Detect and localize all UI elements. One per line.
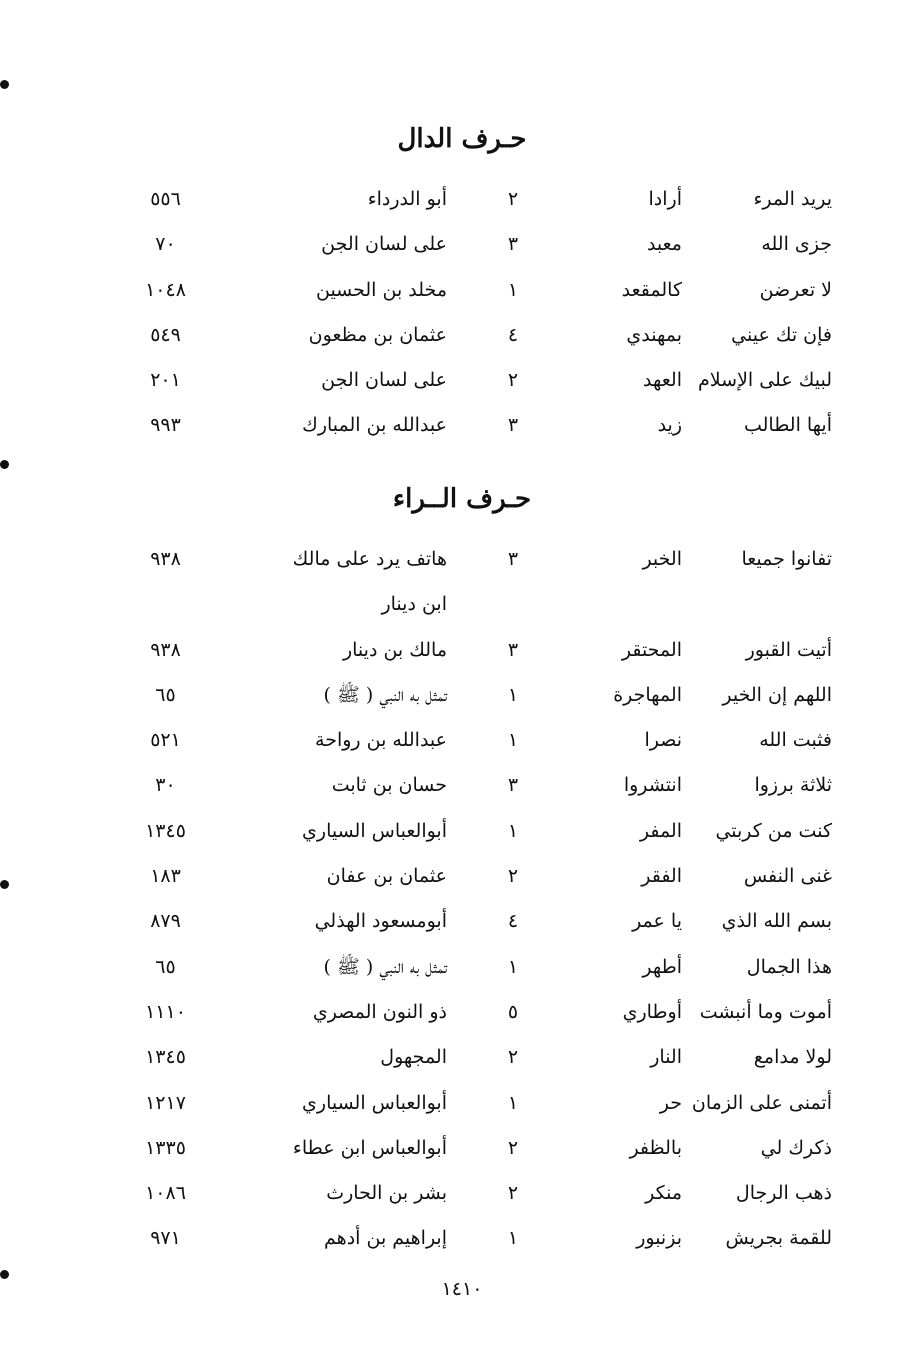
verse-count: ٣ [507, 233, 519, 256]
index-row [0, 406, 924, 451]
verse-first-words: يريد المرء [753, 188, 832, 210]
verse-first-words: ذهب الرجال [735, 1182, 832, 1205]
verse-first-words: غنى النفس [743, 865, 832, 888]
index-row [0, 993, 924, 1038]
verse-count: ٣ [507, 548, 519, 570]
index-row [0, 676, 924, 721]
verse-rhyme: العهد [643, 369, 682, 392]
verse-rhyme: يا عمر [632, 910, 682, 933]
page-reference: ٧٠ [155, 233, 176, 256]
poet-name: المجهول [380, 1046, 447, 1069]
verse-count: ٤ [507, 910, 519, 933]
verse-first-words: لا تعرضن [759, 278, 832, 301]
verse-count: ٢ [507, 188, 519, 210]
poet-name: عثمان بن عفان [326, 865, 447, 888]
page-reference: ٩٣٨ [150, 638, 181, 661]
verse-rhyme: الفقر [641, 865, 682, 888]
page-reference: ١٠٨٦ [145, 1182, 186, 1205]
index-row [0, 1174, 924, 1219]
page-reference: ٩٣٨ [150, 548, 181, 570]
page-reference: ٣٠ [155, 774, 176, 797]
scan-edge-mark [0, 80, 9, 89]
index-row [0, 1084, 924, 1129]
verse-count: ٢ [507, 865, 519, 888]
page-reference: ٥٤٩ [150, 323, 181, 346]
page-reference: ٨٧٩ [150, 910, 181, 933]
poet-name: مالك بن دينار [342, 638, 447, 661]
index-row [0, 180, 924, 225]
verse-rhyme: كالمقعد [621, 278, 682, 301]
verse-first-words: أتمنى على الزمان [691, 1091, 832, 1114]
verse-count: ٣ [507, 414, 519, 437]
verse-first-words: أتيت القبور [745, 638, 832, 661]
verse-first-words: لولا مدامع [753, 1046, 832, 1069]
poet-name: ذو النون المصري [312, 1000, 447, 1023]
verse-count: ١ [507, 955, 519, 978]
index-row [0, 812, 924, 857]
verse-count: ١ [507, 1227, 519, 1250]
page-reference: ٥٢١ [150, 729, 181, 752]
verse-rhyme: منكر [645, 1182, 682, 1205]
page-reference: ١٢١٧ [145, 1091, 186, 1114]
verse-count: ١ [507, 278, 519, 301]
verse-rhyme: المفر [639, 819, 682, 842]
page-reference: ٦٥ [155, 683, 176, 706]
verse-first-words: فإن تك عيني [731, 323, 832, 346]
verse-count: ١ [507, 819, 519, 842]
verse-count: ٥ [507, 1000, 519, 1023]
poet-name: على لسان الجن [321, 369, 447, 392]
index-row [0, 316, 924, 361]
index-row [0, 902, 924, 947]
verse-first-words: تفانوا جميعا [741, 548, 832, 570]
verse-rhyme: بزنبور [636, 1227, 682, 1250]
poet-name: عثمان بن مظعون [308, 323, 447, 346]
index-row [0, 540, 924, 585]
poet-name: بشر بن الحارث [326, 1182, 447, 1205]
verse-rhyme: نصرا [644, 729, 682, 752]
verse-first-words: هذا الجمال [746, 955, 832, 978]
poet-name: إبراهيم بن أدهم [324, 1227, 447, 1250]
poet-name: ابن دينار [381, 593, 447, 616]
verse-first-words: ذكرك لي [760, 1136, 832, 1159]
index-row [0, 585, 924, 630]
index-row [0, 948, 924, 993]
verse-first-words: كنت من كربتي [715, 819, 832, 842]
page-reference: ٩٧١ [150, 1227, 181, 1250]
verse-count: ٢ [507, 369, 519, 392]
verse-first-words: للقمة بجريش [725, 1227, 832, 1250]
verse-rhyme: بمهندي [626, 323, 682, 346]
verse-count: ١ [507, 729, 519, 752]
verse-rhyme: أطهر [642, 955, 682, 978]
poet-name: هاتف يرد على مالك [292, 548, 447, 570]
verse-rhyme: أرادا [648, 188, 682, 210]
poet-name: حسان بن ثابت [331, 774, 447, 797]
poet-name: أبومسعود الهذلي [314, 910, 447, 933]
poet-name: تمثل به النبي ( ﷺ ) [323, 683, 447, 706]
poet-name: عبدالله بن رواحة [315, 729, 447, 752]
verse-rhyme: معبد [646, 233, 682, 256]
verse-count: ٤ [507, 323, 519, 346]
verse-rhyme: أوطاري [622, 1000, 682, 1023]
section-title-ra: حـرف الــراء [392, 484, 532, 514]
index-row [0, 631, 924, 676]
index-row [0, 1038, 924, 1083]
index-row [0, 361, 924, 406]
verse-rhyme: الخبر [642, 548, 682, 570]
verse-first-words: بسم الله الذي [721, 910, 832, 933]
verse-count: ٣ [507, 774, 519, 797]
index-row [0, 225, 924, 270]
verse-count: ١ [507, 1091, 519, 1114]
verse-count: ٢ [507, 1046, 519, 1069]
verse-rhyme: بالظفر [629, 1136, 682, 1159]
verse-first-words: جزى الله [761, 233, 832, 256]
poet-name: أبوالعباس السياري [302, 819, 447, 842]
verse-count: ٣ [507, 638, 519, 661]
verse-rhyme: النار [650, 1046, 682, 1069]
verse-first-words: أيها الطالب [743, 414, 832, 437]
index-row [0, 1129, 924, 1174]
verse-rhyme: المحتقر [621, 638, 682, 661]
poet-name: مخلد بن الحسين [315, 278, 447, 301]
index-row [0, 766, 924, 811]
verse-count: ٢ [507, 1136, 519, 1159]
verse-first-words: اللهم إن الخير [722, 683, 832, 706]
scan-edge-mark [0, 460, 9, 469]
section-rows-ra [0, 540, 924, 1265]
verse-count: ١ [507, 683, 519, 706]
verse-rhyme: حر [659, 1091, 682, 1114]
poet-name: على لسان الجن [321, 233, 447, 256]
page-reference: ٦٥ [155, 955, 176, 978]
page-reference: ١٣٤٥ [145, 1046, 186, 1069]
poet-name: أبوالعباس ابن عطاء [292, 1136, 447, 1159]
verse-first-words: ثلاثة برزوا [754, 774, 832, 797]
verse-count: ٢ [507, 1182, 519, 1205]
page-reference: ١١١٠ [145, 1000, 186, 1023]
verse-first-words: أموت وما أنبشت [699, 1000, 832, 1023]
page-reference: ٥٥٦ [150, 188, 181, 210]
poet-name: عبدالله بن المبارك [302, 414, 447, 437]
verse-rhyme: زيد [657, 414, 682, 437]
section-rows-dal [0, 180, 924, 452]
page-reference: ١٣٤٥ [145, 819, 186, 842]
section-title-dal: حـرف الدال [397, 124, 527, 154]
poet-name: أبو الدرداء [367, 188, 447, 210]
page-reference: ١٠٤٨ [145, 278, 186, 301]
index-row [0, 857, 924, 902]
page-number: ١٤١٠ [441, 1278, 483, 1300]
index-row [0, 1219, 924, 1264]
verse-rhyme: المهاجرة [613, 683, 682, 706]
verse-rhyme: انتشروا [623, 774, 682, 797]
index-row [0, 721, 924, 766]
page-reference: ٩٩٣ [150, 414, 181, 437]
poet-name: تمثل به النبي ( ﷺ ) [323, 955, 447, 978]
poet-name: أبوالعباس السياري [302, 1091, 447, 1114]
verse-first-words: لبيك على الإسلام [698, 369, 832, 392]
verse-first-words: فثبت الله [759, 729, 832, 752]
index-row [0, 271, 924, 316]
page-reference: ١٨٣ [150, 865, 181, 888]
page-reference: ٢٠١ [150, 369, 181, 392]
page-reference: ١٣٣٥ [145, 1136, 186, 1159]
